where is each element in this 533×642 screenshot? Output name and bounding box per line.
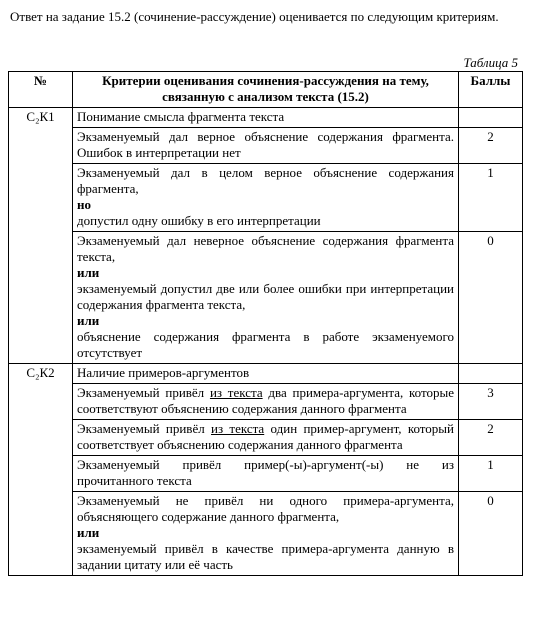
table-row <box>9 232 523 364</box>
score-cell: 2 <box>459 128 523 164</box>
underlined-text: из текста <box>209 385 263 400</box>
criterion-row <box>9 108 523 128</box>
description-text: один пример-аргумент, который соответствует объяснению содержания данного фрагмента <box>77 421 455 452</box>
header-criteria: Критерии оценивания сочинения-рассуждения на тему, связанную с анализом текста (15.2) <box>73 72 459 108</box>
table-row <box>9 456 523 492</box>
score-cell: 1 <box>459 456 523 492</box>
description-text: Экзаменуемый привёл пример(-ы)-аргумент(-ы) не из прочитанного текста <box>77 457 454 488</box>
criterion-row <box>9 364 523 384</box>
description-text: Экзаменуемый привёл <box>77 421 211 436</box>
table-header-row <box>9 72 523 108</box>
table-caption: Таблица 5 <box>463 55 518 70</box>
description-text: Экзаменуемый дал верное объяснение содержания фрагмента. Ошибок в интерпретации нет <box>77 129 454 160</box>
criterion-description <box>73 420 459 456</box>
table-row <box>9 128 523 164</box>
table-row <box>9 384 523 420</box>
description-text: экзаменуемый допустил две или более ошибки при интерпретации содержания фрагмента текста, <box>77 281 454 312</box>
criterion-description <box>73 128 459 164</box>
conjunction-text: или <box>77 525 100 540</box>
criterion-title: Наличие примеров-аргументов <box>73 364 459 384</box>
criterion-description <box>73 492 459 576</box>
criterion-description <box>73 384 459 420</box>
description-text: Экзаменуемый привёл <box>77 385 210 400</box>
table-row <box>9 492 523 576</box>
score-cell: 0 <box>459 232 523 364</box>
criterion-description <box>73 232 459 364</box>
table-row <box>9 420 523 456</box>
description-text: объяснение содержания фрагмента в работе экзаменуемого отсутствует <box>77 329 454 360</box>
conjunction-text: или <box>77 265 100 280</box>
criterion-title-score <box>459 364 523 384</box>
score-cell: 0 <box>459 492 523 576</box>
description-text: экзаменуемый привёл в качестве примера-аргумента данную в задании цитату или её часть <box>77 541 454 572</box>
description-text: Экзаменуемый дал неверное объяснение содержания фрагмента текста, <box>77 233 454 264</box>
criterion-title-score <box>459 108 523 128</box>
criterion-title: Понимание смысла фрагмента текста <box>73 108 459 128</box>
score-cell: 2 <box>459 420 523 456</box>
criterion-code: С₂К2 <box>9 364 73 576</box>
header-points: Баллы <box>459 72 523 108</box>
underlined-text: из текста <box>211 421 265 436</box>
description-text: допустил одну ошибку в его интерпретации <box>77 213 321 228</box>
criterion-description <box>73 456 459 492</box>
intro-text: Ответ на задание 15.2 (сочинение-рассуждение) оценивается по следующим критериям. <box>10 9 499 24</box>
conjunction-text: но <box>77 197 91 212</box>
score-cell: 3 <box>459 384 523 420</box>
table-row <box>9 164 523 232</box>
description-text: Экзаменуемый дал в целом верное объяснение содержания фрагмента, <box>77 165 454 196</box>
description-text: Экзаменуемый не привёл ни одного примера-аргумента, объясняющего содержание данного фрагмента, <box>77 493 454 524</box>
criterion-description <box>73 164 459 232</box>
criterion-code: С₂К1 <box>9 108 73 364</box>
conjunction-text: или <box>77 313 100 328</box>
header-number: № <box>9 72 73 108</box>
score-cell: 1 <box>459 164 523 232</box>
description-text: два примера-аргумента, которые соответствуют объяснению содержания данного фрагмента <box>77 385 455 416</box>
criteria-table <box>8 71 523 576</box>
